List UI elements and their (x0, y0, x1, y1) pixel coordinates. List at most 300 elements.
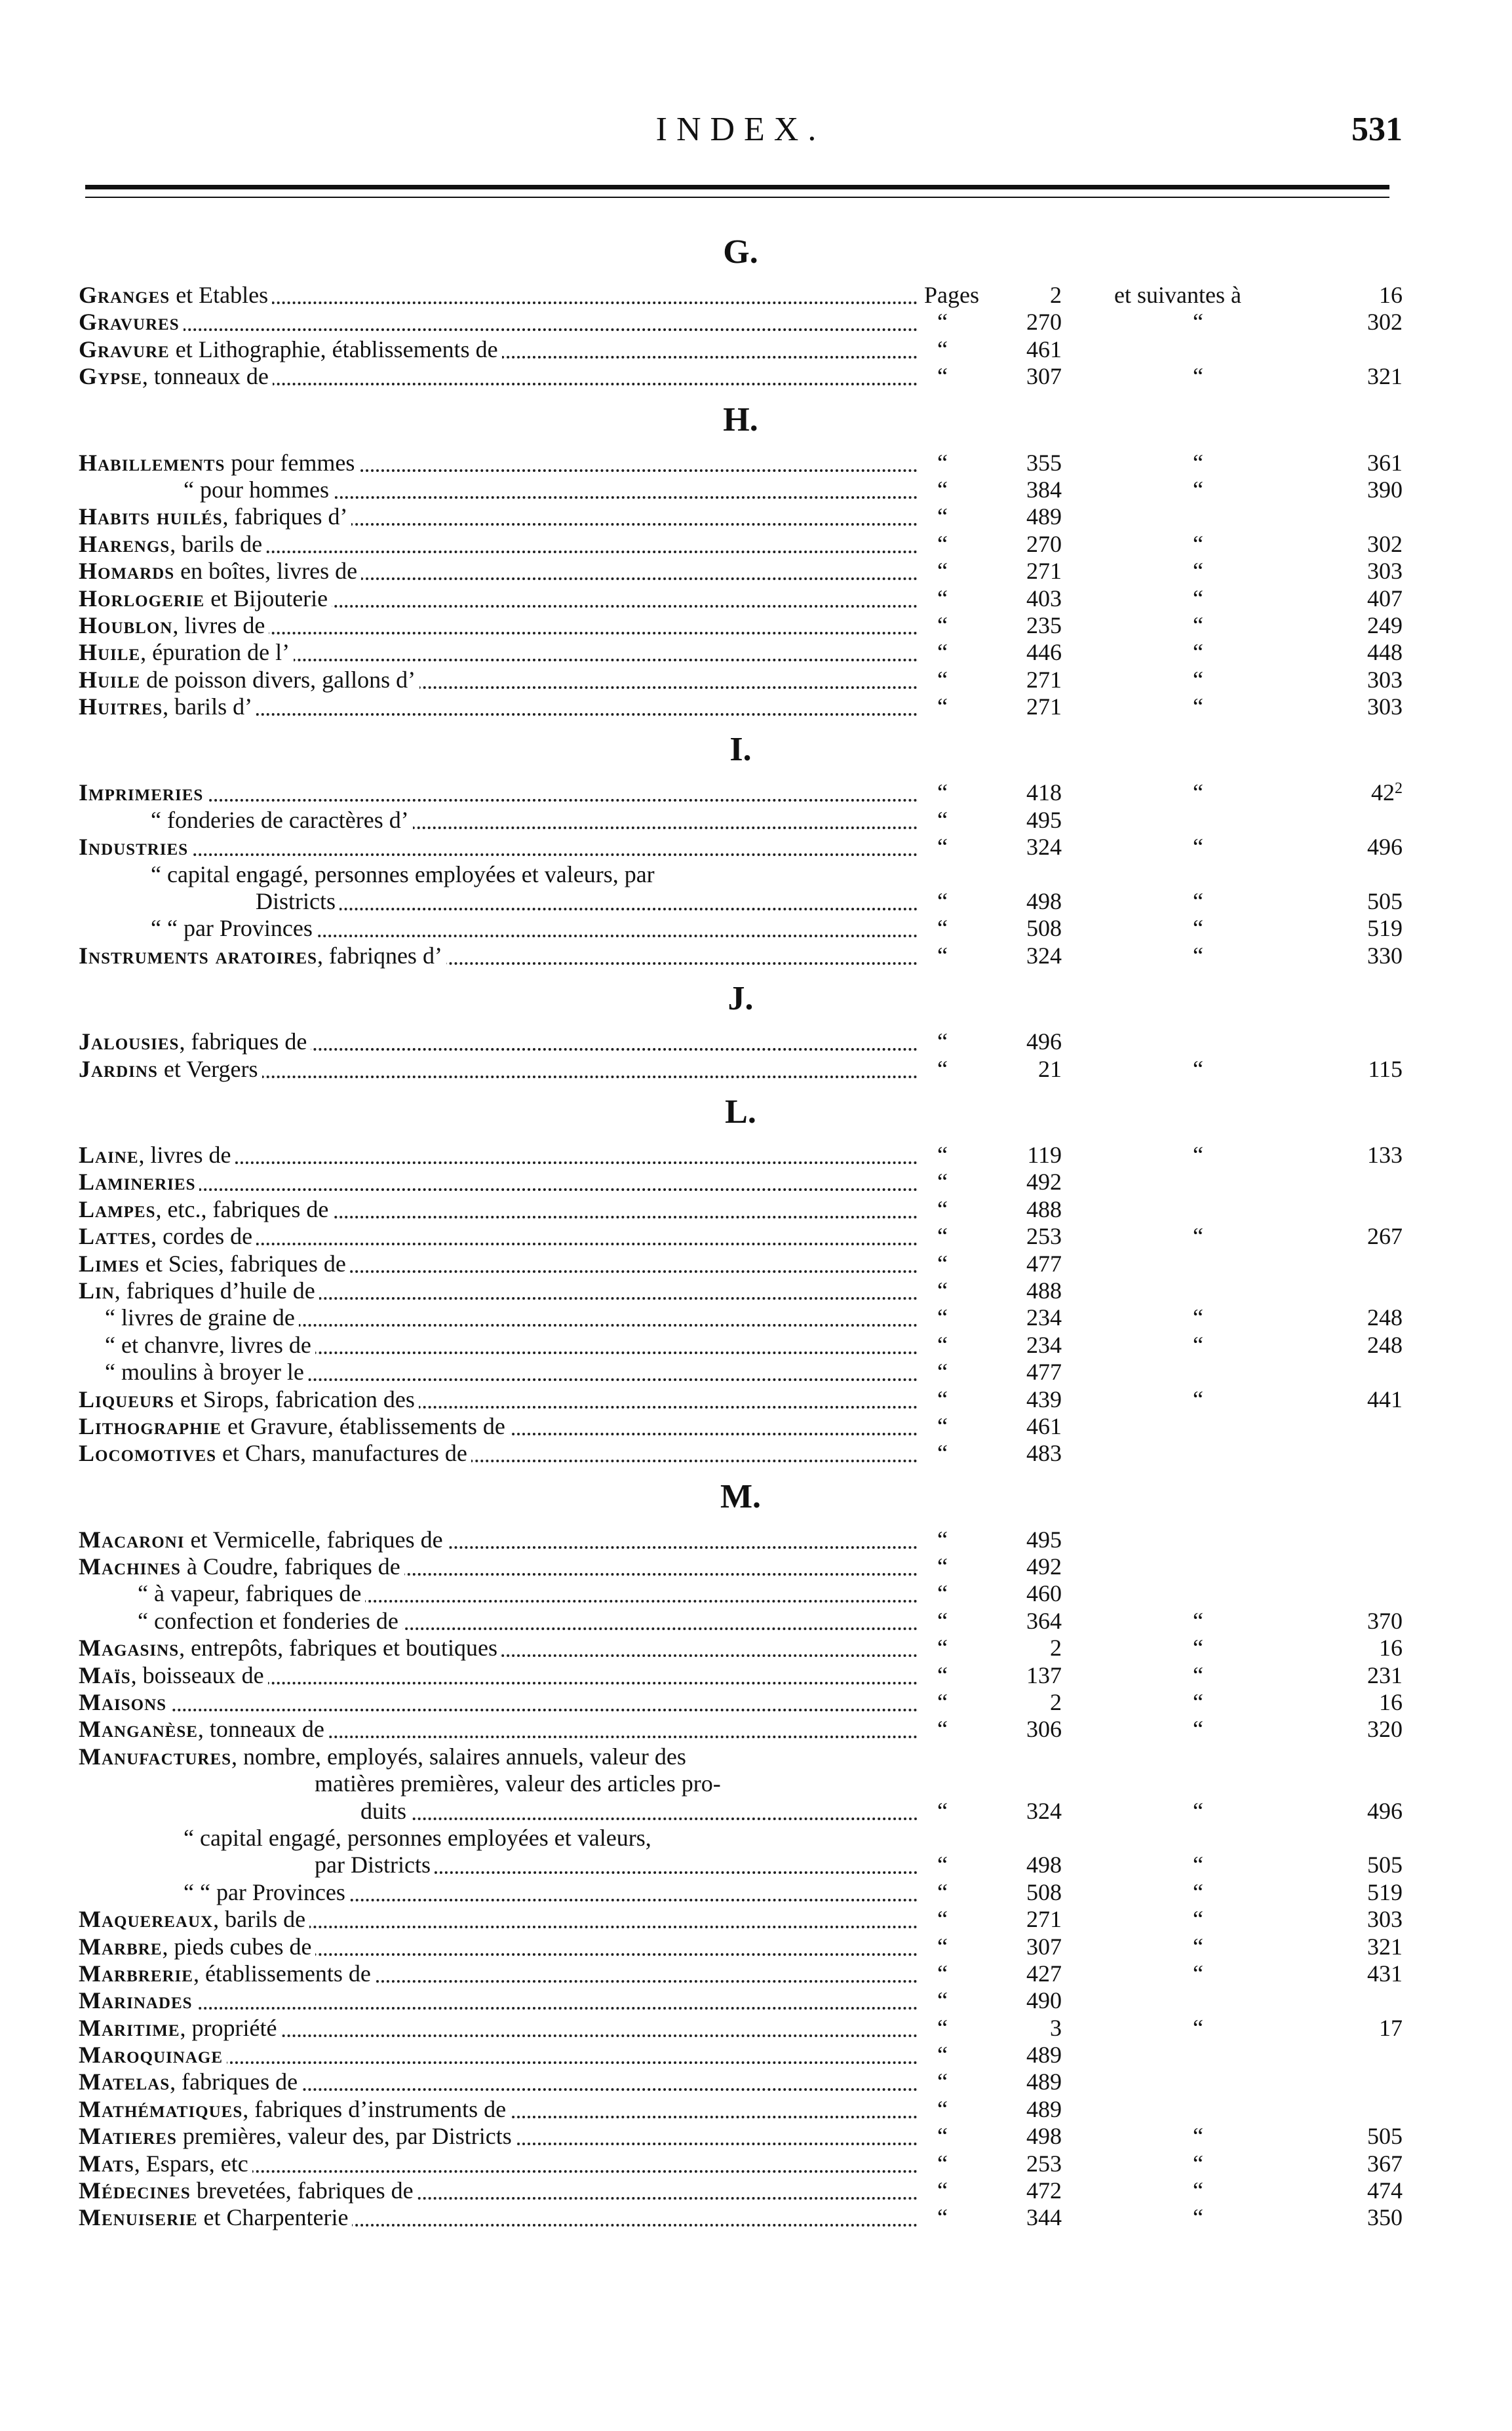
index-entry (79, 1770, 1403, 1797)
page-to: 115 (1368, 1055, 1403, 1082)
entry-text (79, 336, 502, 362)
page-to: 441 (1367, 1386, 1403, 1412)
index-entry (79, 282, 1403, 309)
page-from: 324 (1026, 834, 1062, 861)
entry-description: “ et chanvre, livres de (105, 1331, 311, 1358)
entry-label (79, 2096, 918, 2123)
entry-headword: Habillements (79, 449, 225, 476)
ditto-mark: “ (937, 1635, 948, 1662)
entry-label (79, 1960, 918, 1987)
ditto-mark: “ (937, 1223, 948, 1250)
entry-headword: Maquereaux (79, 1906, 214, 1933)
ditto-mark: “ (937, 1689, 948, 1716)
section-letter: L. (725, 1093, 756, 1131)
index-entry (79, 1251, 1403, 1277)
ditto-mark: “ (937, 1662, 948, 1688)
page-from: 344 (1026, 2204, 1062, 2231)
entry-description: pour femmes (225, 449, 355, 476)
index-entry (79, 1527, 1403, 1553)
ditto-mark: “ (1193, 2204, 1203, 2231)
entry-description: brevetées, fabriques de (190, 2177, 414, 2204)
index-entry (79, 2069, 1403, 2095)
page-from: 461 (1026, 336, 1062, 362)
page-from: 271 (1026, 1906, 1062, 1933)
ditto-mark: “ (1193, 1960, 1203, 1987)
page-from: 324 (1026, 1797, 1062, 1824)
index-entry (79, 503, 1403, 530)
ditto-mark: “ (937, 1331, 948, 1358)
entry-description: à Coudre, fabriques de (180, 1553, 400, 1580)
entry-label (79, 282, 918, 309)
page-from: 21 (1038, 1055, 1062, 1082)
page-to: 519 (1367, 1878, 1403, 1905)
ditto-mark: “ (1193, 1055, 1203, 1082)
page-to: $42^2$ (1371, 779, 1403, 806)
page-from: 477 (1026, 1250, 1062, 1277)
entry-text (105, 1359, 308, 1385)
index-entry (79, 1825, 1403, 1852)
entry-label (79, 2015, 918, 2042)
page-to: 431 (1367, 1960, 1403, 1987)
entry-label (79, 1906, 918, 1933)
page-from: 307 (1026, 363, 1062, 390)
entry-label (79, 531, 918, 558)
section-letter: G. (723, 233, 758, 271)
entry-label (79, 585, 918, 612)
entry-label (360, 1798, 918, 1825)
page-to: 303 (1367, 693, 1403, 720)
entry-text (79, 503, 351, 530)
page-from: 271 (1026, 666, 1062, 693)
entry-text (315, 1852, 435, 1878)
entry-headword: Magasins (79, 1635, 180, 1662)
entry-text (360, 1798, 410, 1824)
ditto-mark: “ (1193, 1141, 1203, 1168)
page-from: 508 (1026, 1878, 1062, 1905)
index-entry (79, 1386, 1403, 1413)
page-from: 489 (1026, 2069, 1062, 2095)
entry-text (79, 531, 266, 557)
entry-label (79, 2204, 918, 2231)
entry-headword: Marbrerie (79, 1960, 193, 1987)
entry-label (79, 693, 918, 720)
page-from: 439 (1026, 1386, 1062, 1412)
ditto-mark: “ (937, 1716, 948, 1743)
ditto-mark: “ (937, 476, 948, 503)
entry-headword: Jardins (79, 1055, 158, 1082)
page-from: 2 (1050, 1689, 1062, 1716)
entry-headword: Houblon (79, 612, 173, 638)
entry-description: , barils de (213, 1906, 306, 1933)
entry-label (256, 888, 918, 915)
ditto-mark: “ (937, 693, 948, 720)
entry-headword: Marbre (79, 1933, 163, 1960)
ditto-mark: “ (937, 1960, 948, 1987)
entry-text (151, 915, 317, 941)
entry-text (79, 612, 269, 638)
entry-description: , pieds cubes de (162, 1933, 312, 1960)
entry-text (79, 585, 332, 612)
entry-description: “ à vapeur, fabriques de (138, 1580, 362, 1607)
index-content (79, 223, 1403, 2232)
entry-description: , livres de (172, 612, 265, 638)
page-to: 303 (1367, 1906, 1403, 1933)
index-entry (79, 1906, 1403, 1933)
entry-label (79, 1251, 918, 1277)
ditto-mark: “ (1193, 1331, 1203, 1358)
entry-description: , tonneaux de (197, 1716, 324, 1743)
entry-text (79, 1251, 350, 1277)
ditto-mark: “ (937, 915, 948, 942)
page-to: 505 (1367, 888, 1403, 915)
entry-label (79, 667, 918, 693)
entry-headword: Macaroni (79, 1526, 185, 1553)
page-to: 370 (1367, 1607, 1403, 1634)
page-from: 492 (1026, 1553, 1062, 1580)
ditto-mark: “ (937, 1359, 948, 1386)
ditto-mark: “ (937, 1277, 948, 1304)
entry-headword: Lamineries (79, 1169, 196, 1196)
entry-text (79, 309, 184, 335)
index-entry (79, 861, 1403, 888)
ditto-mark: “ (1193, 1716, 1203, 1743)
page-from: 508 (1026, 915, 1062, 942)
entry-text (79, 1028, 311, 1055)
index-entry (79, 1223, 1403, 1250)
entry-label (79, 1689, 918, 1716)
page-from: 446 (1026, 639, 1062, 666)
ditto-mark: “ (937, 1933, 948, 1960)
index-entry (79, 1987, 1403, 2014)
entry-text (79, 1196, 332, 1222)
ditto-mark: “ (1193, 363, 1203, 390)
entry-description: , etc., fabriques de (155, 1196, 329, 1222)
entry-headword: Lampes (79, 1196, 156, 1222)
index-entry (79, 667, 1403, 693)
ditto-mark: “ (937, 1553, 948, 1580)
entry-description: et Chars, manufactures de (216, 1440, 467, 1467)
entry-text (79, 2204, 352, 2230)
page-from: 495 (1026, 1526, 1062, 1553)
entry-label (138, 1608, 918, 1635)
index-entry (79, 450, 1403, 476)
ditto-mark: “ (937, 612, 948, 638)
entry-text (79, 1960, 375, 1987)
page-to: 350 (1367, 2204, 1403, 2231)
entry-label (79, 1662, 918, 1689)
pages-label: Pages (924, 282, 979, 308)
ditto-mark: “ (937, 639, 948, 666)
entry-text (79, 667, 419, 693)
index-entry (79, 943, 1403, 969)
index-entry (79, 2015, 1403, 2042)
entry-text (79, 2123, 516, 2149)
ditto-mark: “ (1193, 1689, 1203, 1716)
index-entry (79, 1028, 1403, 1055)
entry-description: , barils de (170, 530, 263, 557)
entry-text (315, 1770, 725, 1797)
page-to: 133 (1367, 1141, 1403, 1168)
entry-headword: Mathématiques (79, 2095, 243, 2122)
page-from: 461 (1026, 1412, 1062, 1439)
ditto-mark: “ (1193, 639, 1203, 666)
entry-headword: Manufactures (79, 1743, 232, 1770)
entry-label (79, 1440, 918, 1467)
ditto-mark: “ (937, 1906, 948, 1933)
ditto-mark: “ (1193, 1906, 1203, 1933)
page-to: 496 (1367, 834, 1403, 861)
page-to: 231 (1367, 1662, 1403, 1688)
entry-description: et Scies, fabriques de (139, 1250, 346, 1277)
ditto-mark: “ (1193, 942, 1203, 969)
index-entry (79, 1304, 1403, 1331)
ditto-mark: “ (937, 2177, 948, 2204)
ditto-mark: “ (937, 449, 948, 476)
ditto-mark: “ (1193, 1933, 1203, 1960)
page-to: 505 (1367, 2123, 1403, 2150)
entry-label (105, 1304, 918, 1331)
page-from: 418 (1026, 779, 1062, 806)
entry-headword: Matieres (79, 2123, 177, 2150)
entry-description: et Etables (170, 282, 269, 308)
page-to: 16 (1379, 1689, 1403, 1716)
index-entry (79, 1743, 1403, 1770)
page-from: 483 (1026, 1440, 1062, 1467)
page-from: 498 (1026, 2123, 1062, 2150)
index-entry (79, 1960, 1403, 1987)
entry-text (79, 1689, 170, 1715)
entry-text (79, 779, 207, 806)
entry-text (79, 1277, 319, 1304)
entry-description: et Vermicelle, fabriques de (184, 1526, 443, 1553)
entry-description: , entrepôts, fabriques et boutiques (179, 1635, 498, 1662)
entry-description: en boîtes, livres de (174, 558, 358, 585)
ditto-mark: “ (937, 530, 948, 557)
header-rule-thin (85, 197, 1389, 198)
ditto-mark: “ (937, 1440, 948, 1467)
entry-description: , fabriques d’ (222, 503, 348, 530)
ditto-mark: “ (937, 834, 948, 861)
entry-label (79, 1223, 918, 1250)
entry-headword: Lattes (79, 1223, 151, 1250)
entry-description: par Districts (315, 1852, 431, 1878)
index-entry (79, 1142, 1403, 1169)
entry-description: “ capital engagé, personnes employées et valeurs, (184, 1824, 651, 1851)
page-from: 496 (1026, 1028, 1062, 1055)
ditto-mark: “ (1193, 530, 1203, 557)
entry-description: “ fonderies de caractères d’ (151, 806, 409, 833)
ditto-mark: “ (1193, 693, 1203, 720)
page-to: 519 (1367, 915, 1403, 942)
entry-description: , boisseaux de (130, 1662, 264, 1688)
ditto-mark: “ (937, 2014, 948, 2041)
entry-headword: Harengs (79, 530, 170, 557)
entry-text (79, 1527, 447, 1553)
entry-text (256, 888, 339, 914)
entry-text (79, 1987, 197, 2013)
ditto-mark: “ (1193, 915, 1203, 942)
ditto-mark: “ (937, 666, 948, 693)
index-entry (79, 2177, 1403, 2204)
section-letter: J. (727, 980, 754, 1018)
entry-text (79, 1934, 315, 1960)
ditto-mark: “ (937, 1250, 948, 1277)
entry-description: “ capital engagé, personnes employées et valeurs, par (151, 861, 655, 887)
entry-label (79, 2042, 918, 2069)
entry-headword: Horlogerie (79, 585, 205, 612)
ditto-mark: “ (1193, 2123, 1203, 2150)
page-to: 302 (1367, 530, 1403, 557)
entry-text (79, 1743, 690, 1770)
ditto-mark: “ (937, 1878, 948, 1905)
entry-text (79, 1716, 328, 1742)
page-from: 489 (1026, 2095, 1062, 2122)
page-from: 253 (1026, 1223, 1062, 1250)
page-from: 477 (1026, 1359, 1062, 1386)
entry-label (79, 1142, 918, 1169)
index-entry (79, 1196, 1403, 1223)
entry-headword: Locomotives (79, 1440, 217, 1467)
entry-headword: Liqueurs (79, 1386, 174, 1412)
index-entry (79, 2150, 1403, 2177)
index-entry (79, 2096, 1403, 2123)
ditto-mark: “ (937, 1580, 948, 1607)
entry-headword: Huile (79, 666, 141, 693)
ditto-mark: “ (1193, 1878, 1203, 1905)
ditto-mark: “ (937, 503, 948, 530)
ditto-mark: “ (1193, 1852, 1203, 1878)
entry-text (79, 1169, 199, 1195)
running-head (79, 110, 1403, 156)
ditto-mark: “ (1193, 888, 1203, 915)
entry-text (79, 1906, 309, 1932)
index-entry (79, 585, 1403, 612)
entry-headword: Jalousies (79, 1028, 180, 1055)
ditto-mark: “ (937, 1386, 948, 1412)
entry-text (79, 943, 446, 969)
index-page (79, 0, 1403, 2431)
entry-label (184, 476, 918, 503)
page-from: 270 (1026, 309, 1062, 336)
ditto-mark: “ (937, 2150, 948, 2177)
entry-label (79, 1716, 918, 1743)
entry-headword: Mats (79, 2150, 134, 2177)
entry-headword: Menuiserie (79, 2204, 198, 2231)
entry-text (184, 1879, 349, 1905)
section-letter: M. (720, 1477, 762, 1515)
index-entry (79, 363, 1403, 390)
entry-label (79, 2177, 918, 2204)
entry-headword: Lithographie (79, 1412, 222, 1439)
entry-headword: Maroquinage (79, 2042, 223, 2069)
entry-text (184, 476, 333, 503)
entry-headword: Lin (79, 1277, 115, 1304)
section-letter: I. (729, 731, 752, 769)
page-to: 267 (1367, 1223, 1403, 1250)
ditto-mark: “ (1193, 449, 1203, 476)
ditto-mark: “ (937, 336, 948, 362)
page-to: 248 (1367, 1304, 1403, 1331)
ditto-mark: “ (1193, 1223, 1203, 1250)
entry-description: , tonneaux de (142, 363, 269, 390)
ditto-mark: “ (1193, 2177, 1203, 2204)
page-from: 3 (1050, 2014, 1062, 2041)
page-to: 249 (1367, 612, 1403, 638)
entry-headword: Laine (79, 1141, 139, 1168)
page-to: 367 (1367, 2150, 1403, 2177)
entry-headword: Imprimeries (79, 779, 204, 806)
entry-label (79, 779, 918, 806)
ditto-mark: “ (1193, 666, 1203, 693)
ditto-mark: “ (1193, 1386, 1203, 1412)
page-to: 16 (1379, 1635, 1403, 1662)
ditto-mark: “ (1193, 1797, 1203, 1824)
page-to: 248 (1367, 1331, 1403, 1358)
entry-label (79, 1553, 918, 1580)
page-to: 16 (1379, 282, 1403, 308)
entry-description: premières, valeur des, par Districts (176, 2123, 512, 2150)
ditto-mark: “ (937, 1304, 948, 1331)
page-from: 253 (1026, 2150, 1062, 2177)
entry-label (151, 915, 918, 942)
entry-headword: Industries (79, 834, 189, 861)
ditto-mark: “ (937, 806, 948, 833)
entry-text (79, 834, 192, 860)
entry-description: “ moulins à broyer le (105, 1359, 304, 1386)
page-to: 303 (1367, 666, 1403, 693)
entry-label (79, 1743, 918, 1770)
index-entry (79, 336, 1403, 363)
page-number: 531 (1351, 111, 1403, 148)
page-from: 235 (1026, 612, 1062, 638)
entry-description: , fabriques de (179, 1028, 307, 1055)
entry-description: “ “ par Provinces (184, 1878, 345, 1905)
entry-label (79, 1169, 918, 1196)
index-entry (79, 1413, 1403, 1440)
entry-headword: Gravures (79, 309, 180, 336)
index-entry (79, 2123, 1403, 2150)
page-to: 361 (1367, 449, 1403, 476)
ditto-mark: “ (937, 363, 948, 390)
ditto-mark: “ (1193, 585, 1203, 612)
entry-headword: Machines (79, 1553, 181, 1580)
entry-text (79, 1440, 471, 1466)
ditto-mark: “ (937, 1169, 948, 1196)
entry-label (184, 1879, 918, 1906)
entry-description: et Sirops, fabrication des (174, 1386, 415, 1412)
entry-label (79, 1934, 918, 1960)
ditto-mark: “ (937, 1028, 948, 1055)
page-from: 489 (1026, 503, 1062, 530)
page-from: 460 (1026, 1580, 1062, 1607)
entry-text (79, 1386, 419, 1412)
index-entry (79, 1852, 1403, 1878)
to-label: et suivantes à (1114, 282, 1241, 308)
page-to: 448 (1367, 639, 1403, 666)
entry-text (79, 450, 359, 476)
ditto-mark: “ (937, 888, 948, 915)
ditto-mark: “ (1193, 1607, 1203, 1634)
entry-label (315, 1770, 918, 1797)
entry-headword: Maritime (79, 2014, 180, 2041)
ditto-mark: “ (937, 1141, 948, 1168)
entry-headword: Maisons (79, 1689, 167, 1716)
entry-description: , Espars, etc (134, 2150, 248, 2177)
entry-description: “ “ par Provinces (151, 915, 313, 942)
index-entry (79, 558, 1403, 585)
page-from: 492 (1026, 1169, 1062, 1196)
entry-text (79, 1635, 501, 1661)
